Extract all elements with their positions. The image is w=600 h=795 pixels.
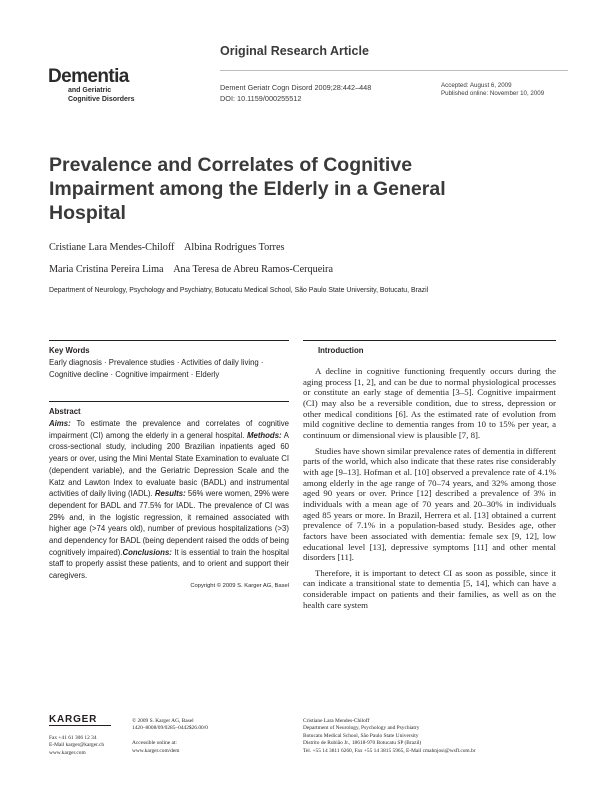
section-rule [49, 401, 289, 402]
abstract-methods: A cross-sectional study, including 200 Brazilian inpatients aged 60 years or over, using the Mini Mental State Examination to evaluate CI (dependent variable), and the Geriatric Depression Scale and the Katz and Lawton Index to evaluate basic (BADL) and instrumental activities of daily living (IADL). [49, 430, 290, 499]
citation-doi: DOI: 10.1159/000255512 [220, 94, 302, 103]
introduction-paragraph: A decline in cognitive functioning frequently occurs during the aging process [1, 2], and can be due to normal physiological processes or constitute an early stage of dementia [3–5]. Cognitive impairment (CI) may also be a reversible condition, due to stress, depression or other medical conditions [6]. As the estimated rate of evolution from mild cognitive decline to dementia ranges from 10 to 15% per year, a continuum or dimensional view is plausible [7, 8]. [303, 366, 556, 440]
publisher-contact: Fax +41 61 306 12 34 E-Mail karger@karger.ch www.karger.com [49, 735, 105, 756]
abstract-results-label: Results: [154, 489, 186, 499]
abstract-aims: To estimate the prevalence and correlates of cognitive impairment (CI) among the elderly in a general hospital. [49, 419, 289, 440]
article-title: Prevalence and Correlates of Cognitive Impairment among the Elderly in a General Hospital [49, 154, 446, 224]
citation [220, 82, 371, 104]
footer-rule [49, 725, 111, 726]
abstract-heading: Abstract [49, 407, 81, 416]
journal-logo-main: Dementia [48, 66, 129, 87]
journal-logo-subtitle: and Geriatric [68, 87, 112, 94]
author-list: Cristiane Lara Mendes-Chiloff Albina Rodrigues Torres [49, 242, 285, 253]
introduction-paragraph: Therefore, it is important to detect CI as soon as possible, since it can indicate a transitional state to dementia [5, 14], which can have a considerable impact on patients and their families, as well as on the health care system [303, 567, 556, 610]
abstract-conclusions-label: Conclusions: [122, 547, 172, 557]
abstract-body [49, 418, 289, 582]
correspondence-address: Cristiane Lara Mendes-Chiloff Department of Neurology, Psychology and Psychiatry Botucatu Medical School, São Paulo State University Distrito de Rubião Jr., 18618-970 Botucatu SP (Brazil) Tel. +55 14 3811 6260, Fax +55 14 3815 5965, E-Mail cmahnjosi@wsfl.com.br [303, 718, 476, 754]
published-date: Published online: November 10, 2009 [441, 90, 545, 97]
citation-journal: Dement Geriatr Cogn Disord 2009;28:442–448 [220, 83, 372, 92]
introduction-body [303, 366, 556, 615]
publisher-logo: KARGER [49, 714, 98, 725]
publisher-copyright: © 2009 S. Karger AG, Basel 1420–8008/09/0285–0442$26.00/0 Accessible online at: www.karger.com/dem [132, 718, 208, 754]
accepted-date: Accepted: August 6, 2009 [441, 82, 512, 89]
journal-logo [48, 67, 218, 104]
article-type: Original Research Article [220, 44, 369, 58]
abstract-conclusions: It is essential to train the hospital staff to properly assist these patients, and to orient and support their caregivers. [49, 547, 289, 581]
publication-dates [441, 82, 544, 98]
abstract-results: 56% were women, 29% were dependent for BADL and 77.5% for IADL. The prevalence of CI was 29% and, in the logistic regression, it remained associated with higher age (>74 years old), number of previous hospitalizations (>3) and dependency for BADL (being dependent raised the odds of being cognitively impaired). [49, 489, 289, 557]
journal-logo-subtitle: Cognitive Disorders [68, 95, 135, 103]
keywords-text: Early diagnosis · Prevalence studies · Activities of daily living · Cognitive decline · Cognitive impairment · Elderly [49, 358, 264, 379]
introduction-paragraph: Studies have shown similar prevalence rates of dementia in different parts of the world, which also indicate that these rates rise considerably with age [9–13]. Hofman et al. [10] observed a prevalence rate of 4.1% among elderly in the age range of 70–74 years, and 32% among those aged 90 years or over. Prince [12] described a prevalence of 3% in individuals with a mean age of 70 years and 20–30% in individuals aged 85 years or more. In Brazil, Herrera et al. [13] obtained a current prevalence of 7.1% in a population-based study. Besides age, other factors have been associated with dementia: female sex [9, 12], low educational level [13], depressive symptoms [11] and other mental disorders [11]. [303, 445, 556, 563]
abstract-aims-label: Aims: [49, 419, 71, 428]
section-rule [49, 340, 289, 341]
introduction-heading: Introduction [318, 346, 364, 355]
keywords-heading: Key Words [49, 346, 90, 355]
abstract-methods-label: Methods: [246, 430, 282, 440]
affiliation: Department of Neurology, Psychology and Psychiatry, Botucatu Medical School, São Paulo State University, Botucatu, Brazil [49, 287, 429, 294]
author-list: Maria Cristina Pereira Lima Ana Teresa de Abreu Ramos-Cerqueira [49, 264, 333, 275]
copyright-notice: Copyright © 2009 S. Karger AG, Basel [190, 583, 289, 589]
header-rule [220, 70, 568, 71]
section-rule [303, 340, 556, 341]
